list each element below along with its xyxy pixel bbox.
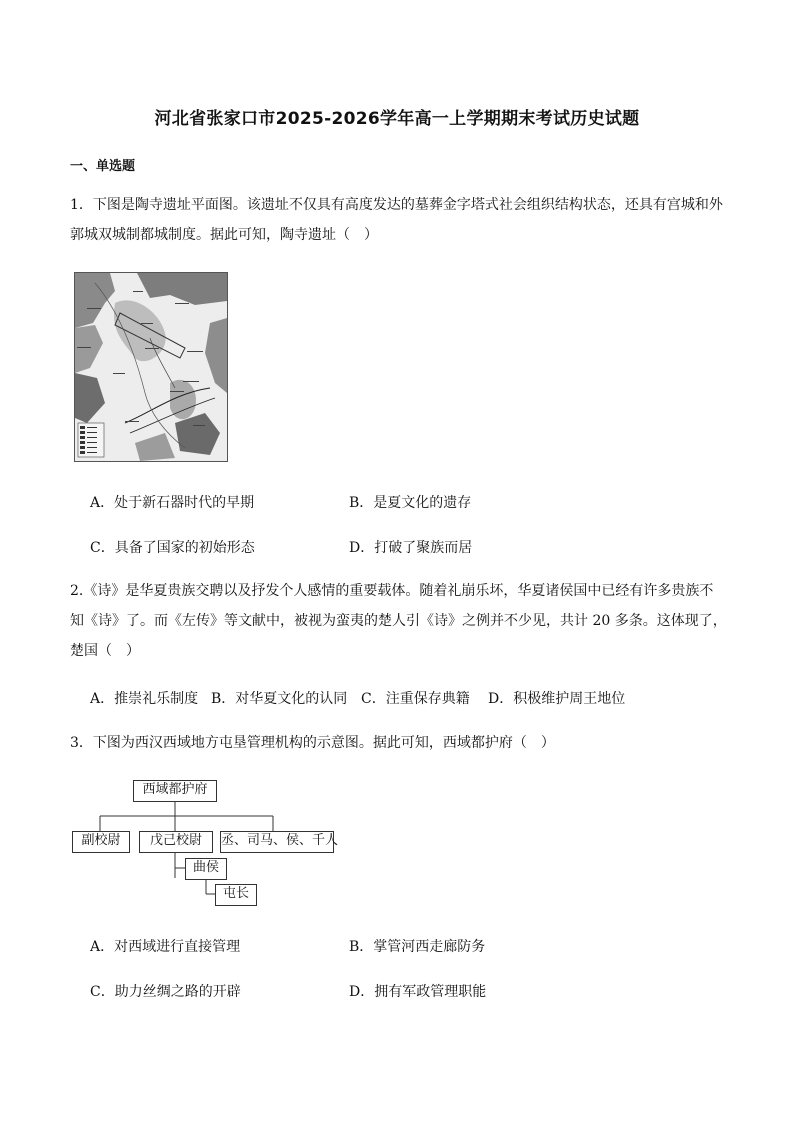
question-3-stem	[70, 728, 730, 758]
q3-option-c: C．助力丝绸之路的开辟	[90, 984, 241, 1000]
page-title: 河北省张家口市2025-2026学年高一上学期期末考试历史试题	[154, 109, 640, 129]
question-1-stem	[70, 190, 730, 250]
org-node-wuji-xiaowei: 戊己校尉	[139, 831, 213, 853]
q2-option-b: B．对华夏文化的认同	[211, 691, 348, 707]
org-node-tunzhang: 屯长	[215, 884, 257, 906]
question-2-line-2: 知《诗》了。而《左传》等文献中，被视为蛮夷的楚人引《诗》之例并不少见，共计 20 多条。这体现了，	[70, 613, 727, 629]
org-chart-diagram	[72, 776, 342, 908]
q3-option-a: A．对西域进行直接管理	[90, 939, 241, 955]
question-2-line-3: 楚国（ ）	[70, 643, 140, 659]
section-heading: 一、单选题	[70, 159, 136, 174]
question-1-line-2: 郭城双城制都城制度。据此可知，陶寺遗址（ ）	[70, 227, 378, 243]
question-1-line-1: 1．下图是陶寺遗址平面图。该遗址不仅具有高度发达的墓葬金字塔式社会组织结构状态，还具有宫城和外	[70, 197, 723, 213]
q2-option-a: A．推崇礼乐制度	[90, 691, 199, 707]
q1-option-c: C．具备了国家的初始形态	[90, 540, 255, 556]
q2-option-c: C．注重保存典籍	[361, 691, 470, 707]
question-3-line-1: 3．下图为西汉西域地方屯垦管理机构的示意图。据此可知，西域都护府（ ）	[70, 735, 555, 751]
org-node-xiyu-duhufu: 西域都护府	[133, 780, 217, 802]
question-2-stem	[70, 576, 730, 666]
taosi-site-map-figure	[75, 273, 227, 461]
org-node-fu-xiaowei: 副校尉	[72, 831, 130, 853]
question-2-line-1: 2.《诗》是华夏贵族交聘以及抒发个人感情的重要载体。随着礼崩乐坏，华夏诸侯国中已经有许多贵族不	[70, 583, 714, 599]
q1-option-d: D．打破了聚族而居	[349, 540, 473, 556]
taosi-site-map	[74, 272, 228, 462]
q2-option-d: D．积极维护周王地位	[488, 691, 626, 707]
org-node-quhou: 曲侯	[185, 858, 227, 880]
q3-option-d: D．拥有军政管理职能	[349, 984, 487, 1000]
q1-option-b: B．是夏文化的遗存	[349, 495, 472, 511]
org-node-cheng-sima-hou-qianren: 丞、司马、侯、千人	[220, 831, 334, 853]
q3-option-b: B．掌管河西走廊防务	[349, 939, 486, 955]
q1-option-a: A．处于新石器时代的早期	[90, 495, 255, 511]
